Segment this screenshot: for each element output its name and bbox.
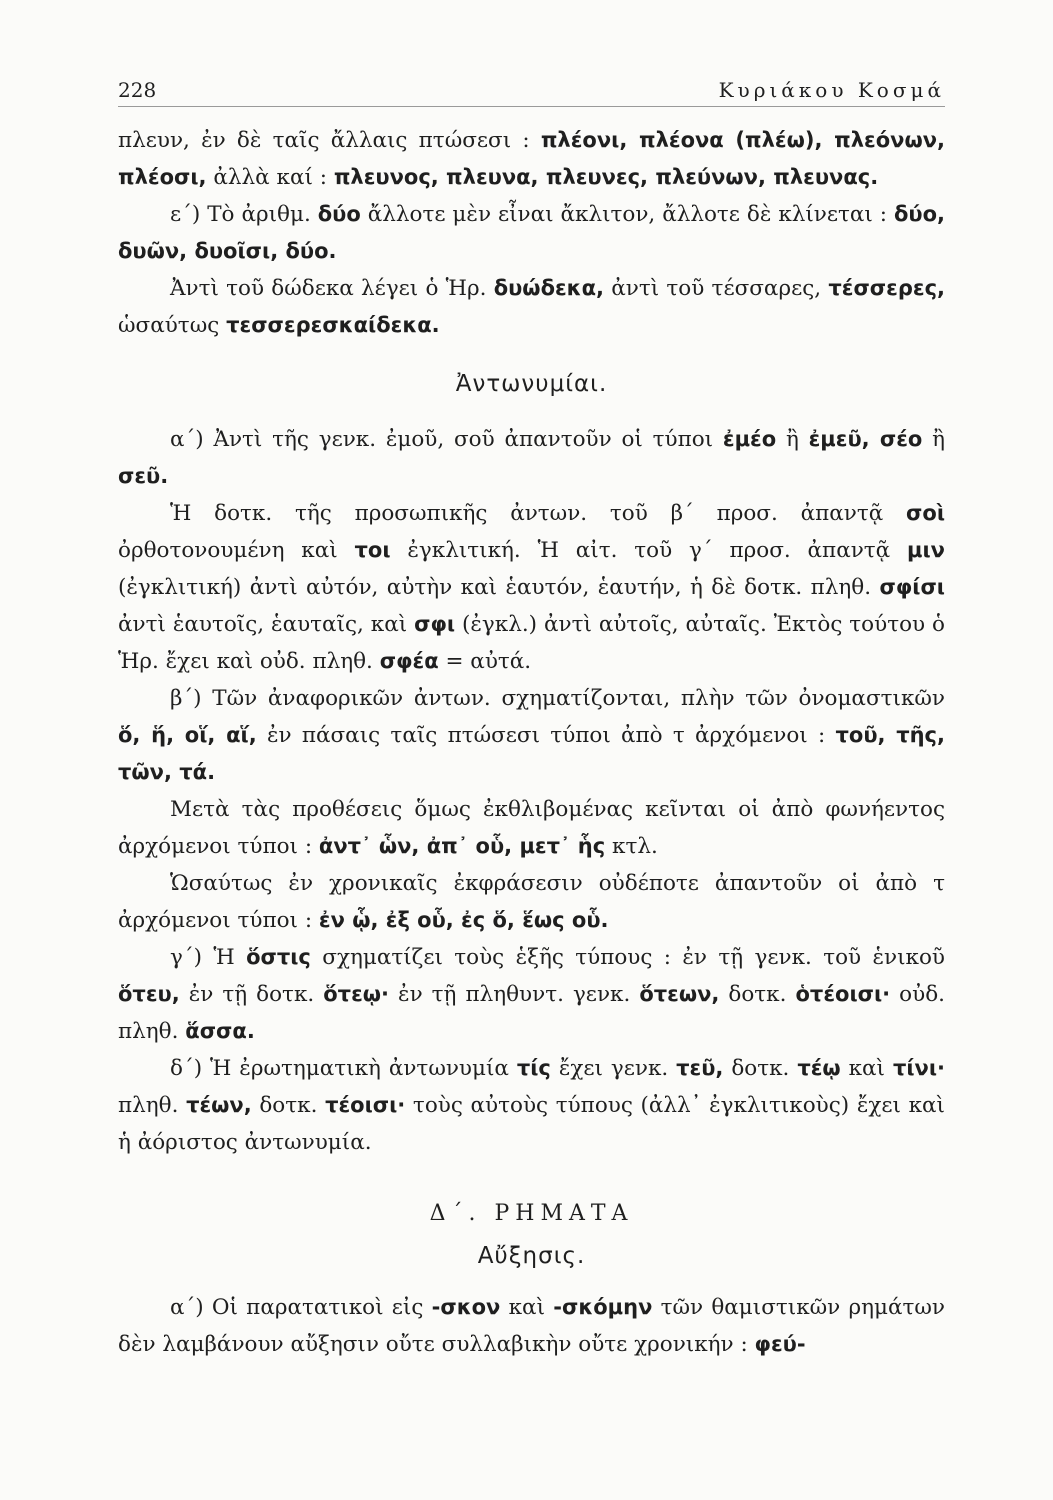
- paragraph-7: Μετὰ τὰς προθέσεις ὅμως ἐκθλιβομένας κεῖνται οἱ ἀπὸ φωνήεντος ἀρχόμενοι τύποι : ἀντ᾽ ὧν, ἀπ᾽ οὗ, μετ᾽ ἧς κτλ.: [118, 797, 945, 859]
- paragraph-11: α΄) Οἱ παρατατικοὶ εἰς -σκον καὶ -σκόμην τῶν θαμιστικῶν ρημάτων δὲν λαμβάνουν αὔξησιν οὔτε συλλαβικὴν οὔτε χρονικήν : φεύ-: [118, 1295, 945, 1357]
- running-head: Κυριάκου Κοσμά: [718, 78, 945, 102]
- paragraph-4: α΄) Ἀντὶ τῆς γενκ. ἐμοῦ, σοῦ ἀπαντοῦν οἱ τύποι ἐμέο ἢ ἐμεῦ, σέο ἢ σεῦ.: [118, 427, 946, 488]
- page-number: 228: [118, 78, 157, 102]
- paragraph-5: Ἡ δοτκ. τῆς προσωπικῆς ἀντων. τοῦ β΄ προσ. ἀπαντᾷ σοὶ ὀρθοτονουμένη καὶ τοι ἐγκλιτική. Ἡ αἰτ. τοῦ γ΄ προσ. ἀπαντᾷ μιν (ἐγκλιτική) ἀντὶ αὐτόν, αὐτὴν καὶ ἑαυτόν, ἑαυτήν, ἡ δὲ δοτκ. πληθ. σφίσι ἀντὶ ἑαυτοῖς, ἑαυταῖς, καὶ σφι (ἐγκλ.) ἀντὶ αὐτοῖς, αὐταῖς. Ἐκτὸς τούτου ὁ Ἡρ. ἔχει καὶ οὐδ. πληθ. σφέα = αὐτά.: [118, 501, 945, 674]
- section-heading-pronouns: Ἀντωνυμίαι.: [455, 371, 608, 397]
- paragraph-3: Ἀντὶ τοῦ δώδεκα λέγει ὁ Ἡρ. δυώδεκα, ἀντὶ τοῦ τέσσαρες, τέσσερες, ὡσαύτως τεσσερεσκαίδεκα.: [118, 276, 945, 338]
- paragraph-2: ε΄) Τὸ ἀριθμ. δύο ἄλλοτε μὲν εἶναι ἄκλιτον, ἄλλοτε δὲ κλίνεται : δύο, δυῶν, δυοῖσι, δύο.: [118, 202, 946, 263]
- section-heading-augment: Αὔξησις.: [477, 1243, 586, 1269]
- paragraph-9: γ΄) Ἡ ὅστις σχηματίζει τοὺς ἑξῆς τύπους : ἐν τῇ γενκ. τοῦ ἑνικοῦ ὅτευ, ἐν τῇ δοτκ. ὅτεῳ· ἐν τῇ πληθυντ. γενκ. ὅτεων, δοτκ. ὁτέοισι· οὐδ. πληθ. ἅσσα.: [118, 945, 945, 1044]
- page-header: [118, 72, 945, 107]
- chapter-heading-verbs: Δ΄. ΡΗΜΑΤΑ: [429, 1201, 634, 1226]
- paragraph-8: Ὡσαύτως ἐν χρονικαῖς ἐκφράσεσιν οὐδέποτε ἀπαντοῦν οἱ ἀπὸ τ ἀρχόμενοι τύποι : ἐν ᾧ, ἐξ οὗ, ἐς ὅ, ἕως οὗ.: [118, 871, 945, 933]
- paragraph-6: β΄) Τῶν ἀναφορικῶν ἀντων. σχηματίζονται, πλὴν τῶν ὀνομαστικῶν ὅ, ἥ, οἵ, αἵ, ἐν πάσαις ταῖς πτώσεσι τύποι ἀπὸ τ ἀρχόμενοι : τοῦ, τῆς, τῶν, τά.: [118, 686, 945, 784]
- body-text: [118, 122, 945, 1363]
- paragraph-1: πλευν, ἐν δὲ ταῖς ἄλλαις πτώσεσι : πλέονι, πλέονα (πλέω), πλεόνων, πλέοσι, ἀλλὰ καί : πλευνος, πλευνα, πλευνες, πλεύνων, πλευνας.: [118, 128, 945, 190]
- paragraph-10: δ΄) Ἡ ἐρωτηματικὴ ἀντωνυμία τίς ἔχει γενκ. τεῦ, δοτκ. τέῳ καὶ τίνι· πληθ. τέων, δοτκ. τέοισι· τοὺς αὐτοὺς τύπους (ἀλλ᾽ ἐγκλιτικοὺς) ἔχει καὶ ἡ ἀόριστος ἀντωνυμία.: [118, 1056, 945, 1155]
